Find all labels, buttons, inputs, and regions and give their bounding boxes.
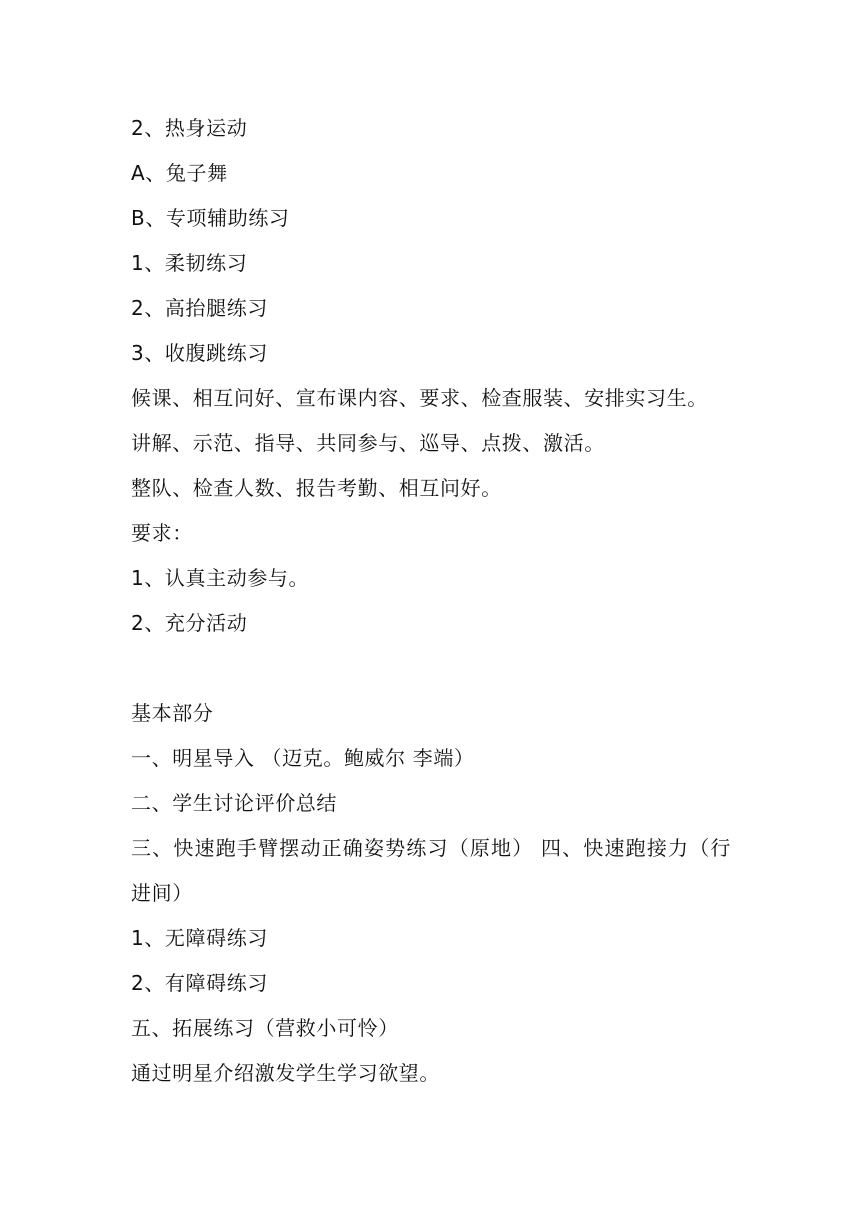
text-paragraph: 三、快速跑手臂摆动正确姿势练习（原地） 四、快速跑接力（行进间） (131, 836, 731, 905)
text-line: B、专项辅助练习 (131, 206, 290, 230)
text-line: A、兔子舞 (131, 161, 228, 185)
text-line: 2、有障碍练习 (131, 971, 268, 995)
text-line: 五、拓展练习（营救小可怜） (131, 1016, 399, 1040)
text-line: 一、明星导入 （迈克。鲍威尔 李端） (131, 746, 475, 770)
text-line: 1、认真主动参与。 (131, 566, 310, 590)
blank-line (131, 646, 731, 691)
text-line: 2、热身运动 (131, 116, 248, 140)
text-line: 2、高抬腿练习 (131, 296, 268, 320)
text-line: 要求： (131, 521, 193, 545)
text-line: 通过明星介绍激发学生学习欲望。 (131, 1061, 440, 1085)
section-heading: 基本部分 (131, 701, 214, 725)
text-line: 二、学生讨论评价总结 (131, 791, 337, 815)
text-line: 候课、相互问好、宣布课内容、要求、检查服装、安排实习生。 (131, 386, 708, 410)
text-line: 1、无障碍练习 (131, 926, 268, 950)
text-line: 整队、检查人数、报告考勤、相互问好。 (131, 476, 502, 500)
text-line: 2、充分活动 (131, 611, 248, 635)
text-line: 1、柔韧练习 (131, 251, 248, 275)
document-body (131, 106, 731, 1096)
text-line: 3、收腹跳练习 (131, 341, 268, 365)
text-line: 讲解、示范、指导、共同参与、巡导、点拨、激活。 (131, 431, 605, 455)
